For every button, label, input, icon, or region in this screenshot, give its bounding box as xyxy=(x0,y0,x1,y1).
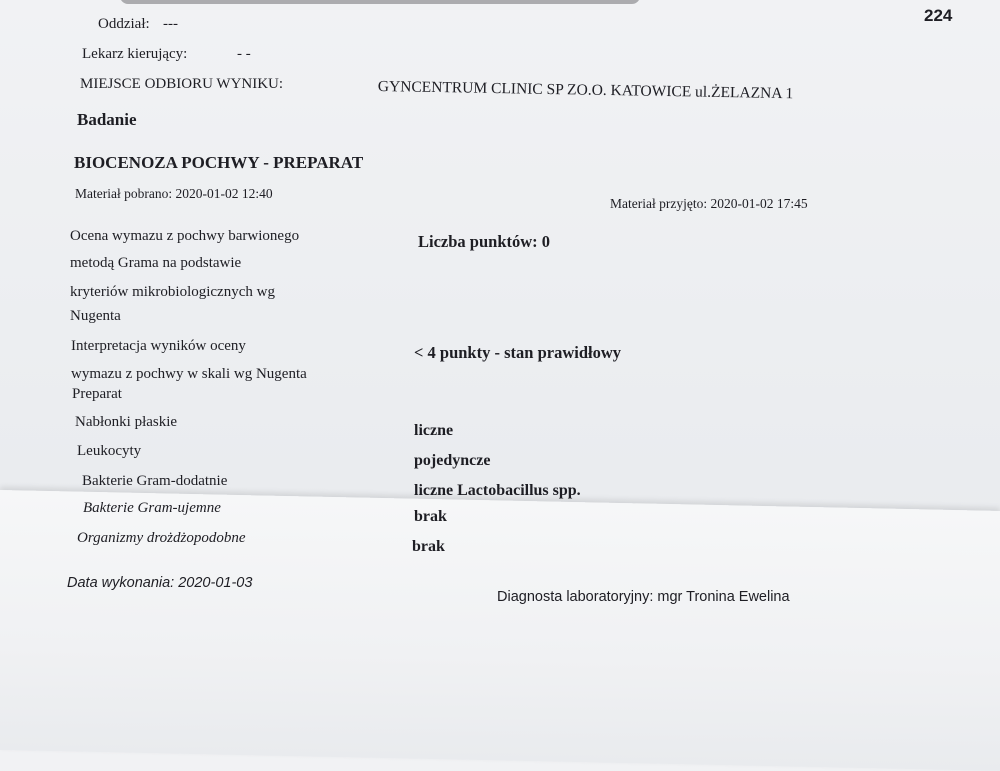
nugent-desc-line-4: Nugenta xyxy=(70,308,121,324)
department-value: --- xyxy=(163,16,178,32)
row-value-epithelium: liczne xyxy=(414,422,454,439)
nugent-desc-line-3: kryteriów mikrobiologicznych wg xyxy=(70,284,275,300)
row-label-leukocytes: Leukocyty xyxy=(77,443,142,459)
pickup-value: GYNCENTRUM CLINIC SP ZO.O. KATOWICE ul.ŻELAZNA 1 xyxy=(377,78,794,103)
row-value-yeasts: brak xyxy=(412,538,445,555)
row-value-gram-negative: brak xyxy=(414,508,447,525)
top-edge-shadow xyxy=(120,0,640,4)
interp-value: < 4 punkty - stan prawidłowy xyxy=(414,343,621,362)
preparat-label: Preparat xyxy=(72,386,122,402)
row-label-epithelium: Nabłonki płaskie xyxy=(75,414,178,430)
pickup-label: MIEJSCE ODBIORU WYNIKU: xyxy=(80,76,284,92)
department-label: Oddział: xyxy=(98,16,150,32)
interp-desc-line-2: wymazu z pochwy w skali wg Nugenta xyxy=(71,366,307,382)
row-value-leukocytes: pojedyncze xyxy=(414,452,491,469)
diagnostician: Diagnosta laboratoryjny: mgr Tronina Ewelina xyxy=(497,589,790,605)
row-value-gram-positive: liczne Lactobacillus spp. xyxy=(414,482,581,499)
section-badanie: Badanie xyxy=(77,110,137,129)
row-label-yeasts: Organizmy drożdżopodobne xyxy=(77,530,246,546)
material-received: Materiał przyjęto: 2020-01-02 17:45 xyxy=(610,196,808,211)
referring-doctor-label: Lekarz kierujący: xyxy=(82,46,188,62)
referring-doctor-value: - - xyxy=(237,46,251,62)
row-label-gram-positive: Bakterie Gram-dodatnie xyxy=(82,473,228,489)
material-collected: Materiał pobrano: 2020-01-02 12:40 xyxy=(75,186,273,201)
interp-desc-line-1: Interpretacja wyników oceny xyxy=(71,338,246,354)
row-label-gram-negative: Bakterie Gram-ujemne xyxy=(83,500,221,516)
page-number: 224 xyxy=(924,6,953,25)
nugent-desc-line-1: Ocena wymazu z pochwy barwionego xyxy=(70,228,300,244)
exam-title: BIOCENOZA POCHWY - PREPARAT xyxy=(74,153,364,172)
nugent-desc-line-2: metodą Grama na podstawie xyxy=(70,255,242,271)
execution-date: Data wykonania: 2020-01-03 xyxy=(67,575,253,591)
nugent-score: Liczba punktów: 0 xyxy=(418,232,551,251)
